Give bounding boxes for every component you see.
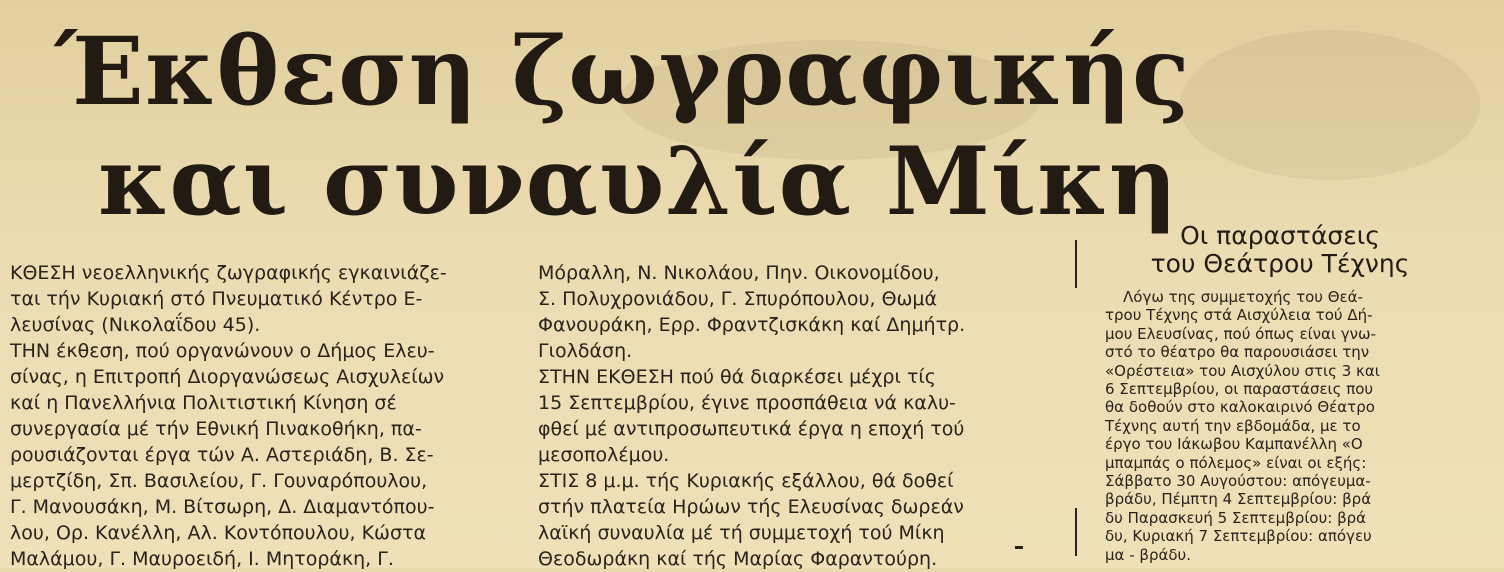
ink-mark — [1015, 546, 1023, 549]
article-column-2 — [538, 260, 1058, 572]
article-line: Μόραλλη, Ν. Νικολάου, Πην. Οικονομίδου, — [538, 262, 940, 284]
article-line: Φανουράκη, Ερρ. Φραντζισκάκη καί Δημήτρ. — [538, 314, 966, 336]
article-line: ΣΤΗΝ ΕΚΘΕΣΗ πού θά διαρκέσει μέχρι τίς — [538, 366, 936, 388]
sidebar-line: θα δοθούν στο καλοκαιρινό Θέατρο — [1105, 398, 1375, 417]
article-line: λαϊκή συναυλία μέ τή συμμετοχή τού Μίκη — [538, 522, 945, 544]
sidebar-title — [1090, 222, 1470, 278]
sidebar-line: μου Ελευσίνας, πού όπως είναι γνω- — [1105, 324, 1377, 343]
article-line: συνεργασία μέ τήν Εθνική Πινακοθήκη, πα- — [10, 418, 422, 440]
headline-line-1: Έκθεση ζωγραφικής — [55, 17, 1191, 127]
article-line: ΣΤΙΣ 8 μ.μ. τής Κυριακής εξάλλου, θά δοθεί — [538, 470, 954, 492]
sidebar-line: Σάββατο 30 Αυγούστου: απόγευμα- — [1105, 472, 1371, 491]
article-line: ται τήν Κυριακή στό Πνευματικό Κέντρο Ε- — [10, 288, 423, 310]
sidebar-line: Λόγω της συμμετοχής του Θεά- — [1123, 288, 1363, 306]
sidebar-line: μα - βράδυ. — [1105, 545, 1191, 564]
article-line: καί η Πανελλήνια Πολιτιστική Κίνηση σέ — [10, 392, 397, 414]
paper-stain — [1180, 30, 1480, 180]
article-line: μεσοπολέμου. — [538, 444, 670, 466]
sidebar-line: Τέχνης αυτή την εβδομάδα, με το — [1105, 416, 1361, 435]
sidebar-line: έργο του Ιάκωβου Καμπανέλλη «Ο — [1105, 435, 1363, 454]
sidebar-line: «Ορέστεια» του Αισχύλου στις 3 και — [1105, 361, 1380, 380]
article-line: Σ. Πολυχρονιάδου, Γ. Σπυρόπουλου, Θωμά — [538, 288, 938, 310]
sidebar-line: δυ, Κυριακή 7 Σεπτεμβρίου: απόγευ — [1105, 527, 1372, 546]
article-line: Θεοδωράκη καί τής Μαρίας Φαραντούρη. — [538, 548, 938, 570]
column-divider — [1075, 508, 1077, 556]
article-line: λευσίνας (Νικολαΐδου 45). — [10, 314, 261, 336]
article-line: Γ. Μανουσάκη, Μ. Βίτσωρη, Δ. Διαμαντόπου- — [10, 496, 435, 518]
sidebar-title-line-2: του Θεάτρου Τέχνης — [1150, 249, 1410, 278]
sidebar-line: βράδυ, Πέμπτη 4 Σεπτεμβρίου: βρά — [1105, 490, 1372, 509]
article-line: σίνας, η Επιτροπή Διοργανώσεως Αισχυλείων — [10, 366, 445, 388]
article-column-1 — [10, 260, 530, 572]
article-line: 15 Σεπτεμβρίου, έγινε προσπάθεια νά καλυ- — [538, 392, 956, 414]
article-line: λου, Ορ. Κανέλλη, Αλ. Κοντόπουλου, Κώστα — [10, 522, 426, 544]
article-line: Μαλάμου, Γ. Μαυροειδή, Ι. Μητοράκη, Γ. — [10, 548, 394, 570]
article-line: φθεί μέ αντιπροσωπευτικά έργα η εποχή τού — [538, 418, 965, 440]
article-line: ΚΘΕΣΗ νεοελληνικής ζωγραφικής εγκαινιάζε- — [10, 262, 447, 284]
article-line: ΤΗΝ έκθεση, πού οργανώνουν ο Δήμος Ελευ- — [10, 340, 435, 362]
article-line: στήν πλατεία Ηρώων τής Ελευσίνας δωρεάν — [538, 496, 964, 518]
sidebar-title-line-1: Οι παραστάσεις — [1180, 221, 1380, 250]
sidebar-line: δυ Παρασκευή 5 Σεπτεμβρίου: βρά — [1105, 508, 1367, 527]
sidebar-body — [1105, 288, 1475, 564]
article-line: ρουσιάζονται έργα τών Α. Αστεριάδη, Β. Σε- — [10, 444, 434, 466]
article-line: Γιολδάση. — [538, 340, 633, 362]
column-divider — [1075, 240, 1077, 288]
sidebar-line: μπαμπάς ο πόλεμος» είναι οι εξής: — [1105, 453, 1367, 472]
sidebar-line: τρου Τέχνης στά Αισχύλεια τού Δή- — [1105, 306, 1373, 325]
headline-line-2: και συναυλία Μίκη — [98, 127, 1179, 237]
sidebar-line: στό το θέατρο θα παρουσιάσει την — [1105, 343, 1370, 362]
sidebar-line: 6 Σεπτεμβρίου, οι παραστάσεις που — [1105, 380, 1374, 399]
article-line: μερτζίδη, Σπ. Βασιλείου, Γ. Γουναρόπουλου, — [10, 470, 428, 492]
